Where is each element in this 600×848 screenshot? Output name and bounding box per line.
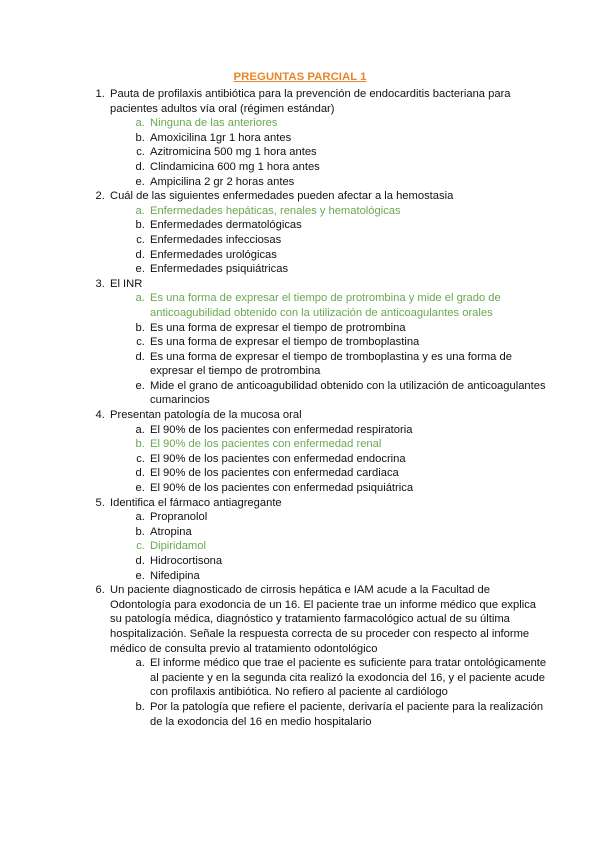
option: d. Es una forma de expresar el tiempo de tromboplastina y es una forma de expresar el tiempo de protrombina [148, 350, 548, 379]
option: d. Clindamicina 600 mg 1 hora antes [148, 160, 548, 175]
page-title: PREGUNTAS PARCIAL 1 [233, 71, 367, 83]
question-3 [108, 277, 548, 408]
question-2 [108, 189, 548, 277]
option: d. Enfermedades urológicas [148, 248, 548, 263]
option: e. Enfermedades psiquiátricas [148, 262, 548, 277]
option-list [110, 510, 548, 583]
option-list [110, 423, 548, 496]
option: c. Es una forma de expresar el tiempo de tromboplastina [148, 335, 548, 350]
question-text: Identifica el fármaco antiagregante [110, 496, 282, 509]
question-1 [108, 87, 548, 189]
option: e. El 90% de los pacientes con enfermedad psiquiátrica [148, 481, 548, 496]
option: e. Nifedipina [148, 569, 548, 584]
question-text: Un paciente diagnosticado de cirrosis hepática e IAM acude a la Facultad de Odontología para exodoncia de un 16. El paciente trae un informe médico que explica su patología médica, diagnóstico y tratamiento farmacológico actual de su última hospitalización. Señale la respuesta correcta de su proceder con respecto al informe médico de consulta previo al tratamiento odontológico [110, 584, 537, 655]
option: c. Azitromicina 500 mg 1 hora antes [148, 145, 548, 160]
option: c. El 90% de los pacientes con enfermedad endocrina [148, 452, 548, 467]
option: b. Amoxicilina 1gr 1 hora antes [148, 131, 548, 146]
option: b. Enfermedades dermatológicas [148, 218, 548, 233]
option: d. Hidrocortisona [148, 554, 548, 569]
option-list [110, 656, 548, 729]
option-correct: a. Es una forma de expresar el tiempo de protrombina y mide el grado de anticoagubilidad obtenido con la utilización de anticoagulantes orales [148, 291, 548, 320]
question-5 [108, 496, 548, 584]
option-correct: b. El 90% de los pacientes con enfermedad renal [148, 437, 548, 452]
question-text: El INR [110, 277, 143, 290]
question-text: Pauta de profilaxis antibiótica para la prevención de endocarditis bacteriana para pacientes adultos vía oral (régimen estándar) [110, 88, 511, 115]
option: b. Por la patología que refiere el paciente, derivaría el paciente para la realización de la exodoncia del 16 en medio hospitalario [148, 700, 548, 729]
question-6 [108, 583, 548, 729]
option-list [110, 116, 548, 189]
question-4 [108, 408, 548, 496]
option-list [110, 204, 548, 277]
option-list [110, 291, 548, 408]
option: a. Propranolol [148, 510, 548, 525]
option-correct: a. Enfermedades hepáticas, renales y hematológicas [148, 204, 548, 219]
option: c. Enfermedades infecciosas [148, 233, 548, 248]
option-correct: c. Dipiridamol [148, 539, 548, 554]
option: a. El informe médico que trae el paciente es suficiente para tratar ontológicamente al paciente y en la segunda cita realizó la exodoncia del 16, y el paciente acude con profilaxis antibiótica. No refiero al paciente al cardiólogo [148, 656, 548, 700]
option: e. Mide el grano de anticoagubilidad obtenido con la utilización de anticoagulantes cumarincios [148, 379, 548, 408]
option: a. El 90% de los pacientes con enfermedad respiratoria [148, 423, 548, 438]
question-list [86, 87, 548, 729]
option: b. Es una forma de expresar el tiempo de protrombina [148, 321, 548, 336]
option: d. El 90% de los pacientes con enfermedad cardiaca [148, 466, 548, 481]
question-text: Cuál de las siguientes enfermedades pueden afectar a la hemostasia [110, 190, 454, 203]
option-correct: a. Ninguna de las anteriores [148, 116, 548, 131]
question-text: Presentan patología de la mucosa oral [110, 409, 302, 422]
option: b. Atropina [148, 525, 548, 540]
option: e. Ampicilina 2 gr 2 horas antes [148, 175, 548, 190]
